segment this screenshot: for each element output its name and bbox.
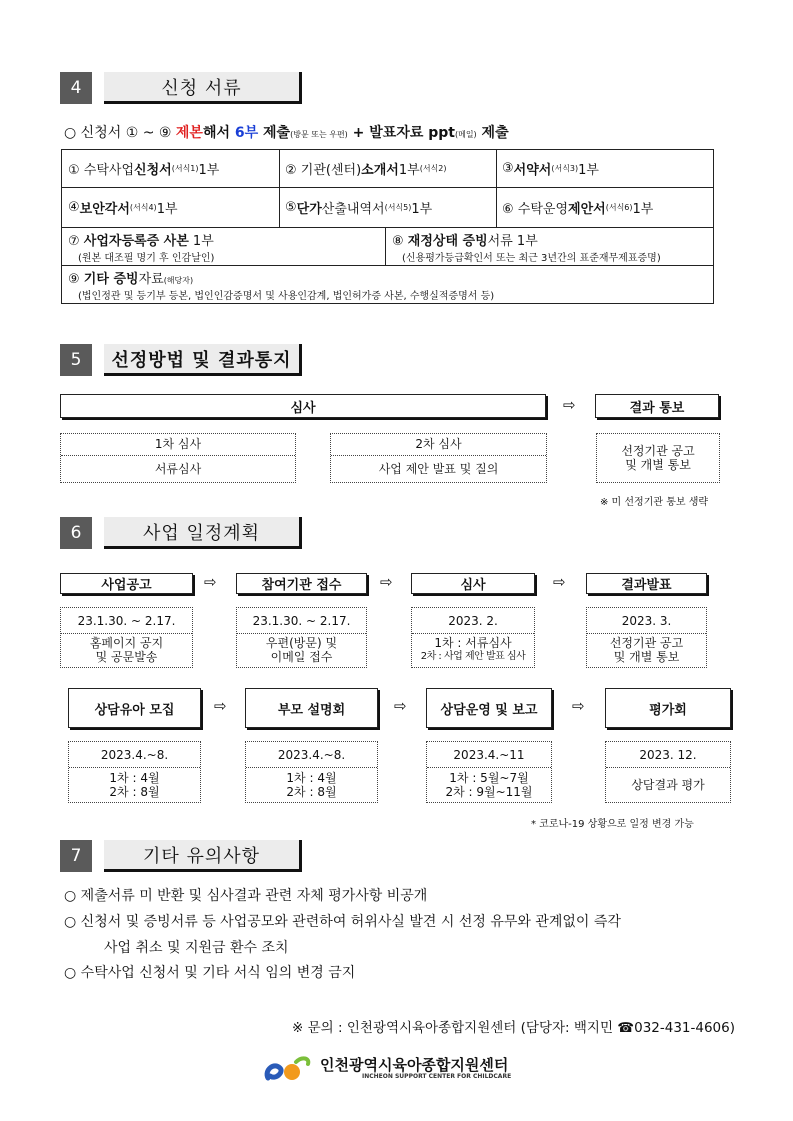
step-review-detail bbox=[411, 607, 535, 668]
step-desc-1: 1차 : 4월 bbox=[109, 770, 160, 785]
center-logo bbox=[262, 1052, 562, 1088]
step-result: 결과발표 bbox=[586, 573, 707, 594]
stage1-title: 1차 심사 bbox=[154, 437, 202, 452]
doc-financial-status: ⑧ 재정상태 증빙서류 1부 (신용평가등급확인서 또는 최근 3년간의 표준재무제표증명) bbox=[392, 234, 661, 264]
logo-mark-icon bbox=[262, 1052, 314, 1086]
section-4-number: 4 bbox=[60, 72, 92, 104]
step-date: 2023. 3. bbox=[621, 613, 672, 628]
step-counseling: 상담운영 및 보고 bbox=[426, 688, 552, 728]
notice-item-1: ○ 제출서류 미 반환 및 심사결과 관련 자체 평가사항 비공개 bbox=[64, 888, 428, 904]
arrow-icon: ⇨ bbox=[394, 697, 407, 715]
arrow-icon: ⇨ bbox=[553, 573, 566, 591]
doc-other-evidence: ⑨ 기타 증빙자료(해당자) (법인정관 및 등기부 등본, 법인인감증명서 및 사용인감계, 법인허가증 사본, 수행실적증명서 등) bbox=[68, 272, 495, 302]
step-date: 2023. 12. bbox=[639, 747, 697, 762]
contact-info: ※ 문의 : 인천광역시육아종합지원센터 (담당자: 백지민 ☎032-431-4606) bbox=[292, 1020, 735, 1036]
step-desc-1: 상담결과 평가 bbox=[631, 777, 705, 792]
arrow-icon: ⇨ bbox=[572, 697, 585, 715]
step-recruitment: 상담유아 모집 bbox=[68, 688, 201, 728]
step-date: 23.1.30. ~ 2.17. bbox=[77, 613, 176, 628]
notice-item-2-cont: 사업 취소 및 지원금 환수 조치 bbox=[104, 940, 289, 956]
notice-item-3: ○ 수탁사업 신청서 및 기타 서식 임의 변경 금지 bbox=[64, 965, 356, 981]
doc-cost-statement: ⑤ 단가 산출내역서 (서식5) 1부 bbox=[285, 199, 433, 217]
result-desc-box bbox=[596, 433, 720, 483]
doc-application: ① 수탁사업 신청서 (서식1) 1부 bbox=[68, 163, 220, 178]
step-date: 23.1.30. ~ 2.17. bbox=[252, 613, 351, 628]
step-parent-briefing-detail bbox=[245, 741, 378, 803]
step-parent-briefing: 부모 설명회 bbox=[245, 688, 378, 728]
step-desc-1: 1차 : 서류심사 bbox=[434, 635, 512, 650]
section-7-number: 7 bbox=[60, 840, 92, 872]
arrow-icon: ⇨ bbox=[214, 697, 227, 715]
stage2-box bbox=[330, 433, 547, 483]
step-receipt: 참여기관 접수 bbox=[236, 573, 367, 594]
section-6-title: 사업 일정계획 bbox=[104, 517, 302, 549]
stage1-box bbox=[60, 433, 296, 483]
stage1-desc: 서류심사 bbox=[154, 461, 202, 476]
section6-note: * 코로나-19 상황으로 일정 변경 가능 bbox=[531, 819, 694, 830]
documents-table bbox=[61, 149, 714, 304]
section-5-title: 선정방법 및 결과통지 bbox=[104, 344, 302, 376]
arrow-icon: ⇨ bbox=[204, 573, 217, 591]
arrow-icon: ⇨ bbox=[380, 573, 393, 591]
step-desc-1: 1차 : 4월 bbox=[286, 770, 337, 785]
result-desc-line2: 및 개별 통보 bbox=[625, 457, 691, 472]
step-desc-2: 2차 : 사업 제안 발표 심사 bbox=[420, 650, 526, 662]
doc-pledge: ③ 서약서 (서식3) 1부 bbox=[502, 161, 599, 178]
section-6-number: 6 bbox=[60, 517, 92, 549]
doc-security-pledge: ④ 보안각서 (서식4) 1부 bbox=[68, 199, 178, 217]
step-desc-1: 우편(방문) 및 bbox=[265, 635, 338, 650]
doc-business-registration: ⑦ 사업자등록증 사본 1부 (원본 대조필 명기 후 인감날인) bbox=[68, 234, 215, 264]
step-recruitment-detail bbox=[68, 741, 201, 803]
step-date: 2023. 2. bbox=[448, 613, 498, 628]
step-desc-2: 2차 : 8월 bbox=[286, 784, 337, 799]
result-desc-line1: 선정기관 공고 bbox=[621, 443, 695, 458]
submission-instruction: ○ 신청서 ① ~ ⑨ 제본해서 6부 제출(방문 또는 우편) + 발표자료 ppt(메일) 제출 bbox=[64, 125, 509, 141]
section5-note: ※ 미 선정기관 통보 생략 bbox=[600, 497, 709, 508]
section-7-title: 기타 유의사항 bbox=[104, 840, 302, 872]
step-date: 2023.4.~11 bbox=[453, 747, 525, 762]
step-date: 2023.4.~8. bbox=[100, 747, 169, 762]
section-5-number: 5 bbox=[60, 344, 92, 376]
doc-introduction: ② 기관(센터) 소개서 1부 (서식2) bbox=[285, 163, 447, 178]
step-desc-2: 2차 : 8월 bbox=[109, 784, 160, 799]
step-counseling-detail bbox=[426, 741, 552, 803]
step-desc-2: 및 개별 통보 bbox=[613, 649, 680, 664]
doc-proposal: ⑥ 수탁운영 제안서 (서식6) 1부 bbox=[502, 201, 654, 217]
review-box: 심사 bbox=[60, 394, 546, 418]
step-result-detail bbox=[586, 607, 707, 668]
step-desc-2: 및 공문발송 bbox=[95, 649, 158, 664]
stage2-desc: 사업 제안 발표 및 질의 bbox=[378, 461, 499, 476]
logo-name: 인천광역시육아종합지원센터 bbox=[320, 1056, 509, 1074]
step-desc-1: 1차 : 5월~7월 bbox=[449, 770, 529, 785]
stage2-title: 2차 심사 bbox=[415, 437, 462, 452]
step-receipt-detail bbox=[236, 607, 367, 668]
step-date: 2023.4.~8. bbox=[277, 747, 346, 762]
step-announcement: 사업공고 bbox=[60, 573, 193, 594]
step-evaluation-detail bbox=[605, 741, 731, 803]
step-desc-2: 2차 : 9월~11월 bbox=[445, 784, 533, 799]
result-notice-box: 결과 통보 bbox=[595, 394, 719, 418]
step-review: 심사 bbox=[411, 573, 535, 594]
step-announcement-detail bbox=[60, 607, 193, 668]
notice-item-2: ○ 신청서 및 증빙서류 등 사업공모와 관련하여 허위사실 발견 시 선정 유무와 관계없이 즉각 bbox=[64, 914, 621, 930]
step-desc-1: 선정기관 공고 bbox=[609, 635, 684, 650]
step-desc-1: 홈페이지 공지 bbox=[89, 635, 164, 650]
step-evaluation: 평가회 bbox=[605, 688, 731, 728]
section-4-title: 신청 서류 bbox=[104, 72, 302, 104]
arrow-icon: ⇨ bbox=[563, 396, 576, 414]
step-desc-2: 이메일 접수 bbox=[270, 649, 333, 664]
logo-english: INCHEON SUPPORT CENTER FOR CHILDCARE bbox=[362, 1073, 512, 1080]
